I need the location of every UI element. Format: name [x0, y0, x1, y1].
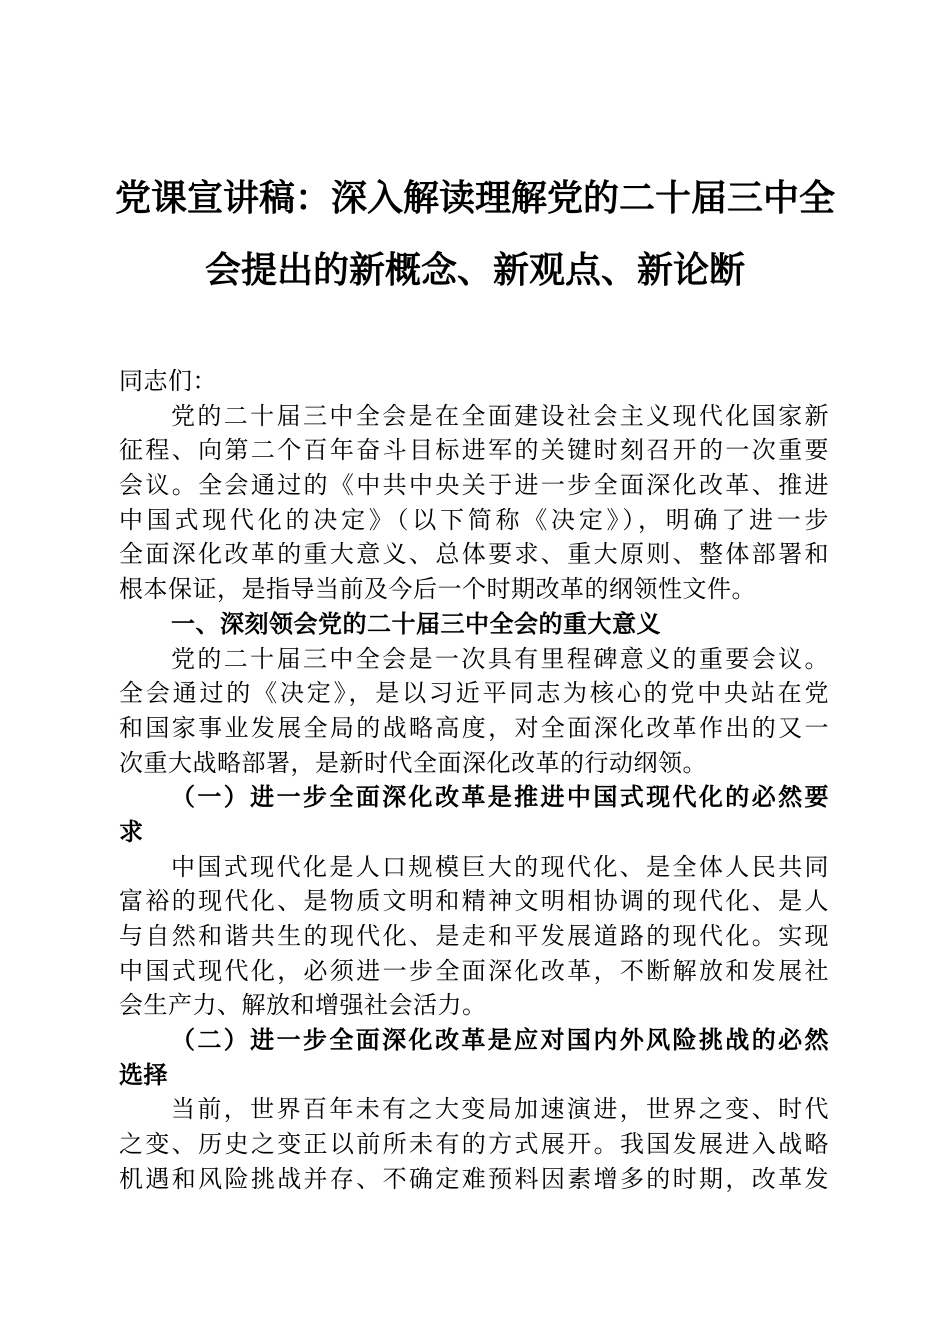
paragraph-line: 会议。全会通过的《中共中央关于进一步全面深化改革、推进 — [119, 471, 829, 500]
paragraph-line: 与自然和谐共生的现代化、是走和平发展道路的现代化。实现 — [119, 922, 829, 950]
title-line: 党课宣讲稿：深入解读理解党的二十届三中全 — [114, 178, 835, 219]
paragraph-line: 全面深化改革的重大意义、总体要求、重大原则、整体部署和 — [119, 540, 829, 569]
paragraph-line: 全会通过的《决定》，是以习近平同志为核心的党中央站在党 — [119, 679, 829, 708]
subsection-heading: （二）进一步全面深化改革是应对国内外风险挑战的必然 — [171, 1025, 829, 1055]
paragraph-line: 会生产力、解放和增强社会活力。 — [119, 991, 487, 1020]
paragraph-line: 之变、历史之变正以前所未有的方式展开。我国发展进入战略 — [119, 1130, 829, 1159]
subsection-heading: 选择 — [119, 1059, 168, 1089]
title-line: 会提出的新概念、新观点、新论断 — [204, 250, 745, 291]
paragraph-line: 当前，世界百年未有之大变局加速演进，世界之变、时代 — [171, 1095, 829, 1124]
paragraph-line: 中国式现代化，必须进一步全面深化改革，不断解放和发展社 — [119, 956, 829, 985]
paragraph-line: 中国式现代化是人口规模巨大的现代化、是全体人民共同 — [171, 852, 829, 881]
subsection-heading: 求 — [119, 816, 144, 846]
paragraph-line: 富裕的现代化、是物质文明和精神文明相协调的现代化、是人 — [119, 887, 829, 916]
document-title — [100, 163, 850, 307]
paragraph-line: 党的二十届三中全会是在全面建设社会主义现代化国家新 — [171, 401, 829, 430]
subsection-heading: （一）进一步全面深化改革是推进中国式现代化的必然要 — [171, 782, 829, 812]
document-body — [119, 364, 829, 1197]
paragraph-line: 和国家事业发展全局的战略高度，对全面深化改革作出的又一 — [119, 713, 829, 742]
paragraph-line: 次重大战略部署，是新时代全面深化改革的行动纲领。 — [119, 748, 707, 777]
paragraph-line: 党的二十届三中全会是一次具有里程碑意义的重要会议。 — [171, 644, 829, 673]
paragraph-line: 机遇和风险挑战并存、不确定难预料因素增多的时期，改革发 — [119, 1164, 829, 1193]
paragraph-line: 中国式现代化的决定》（以下简称《决定》），明确了进一步 — [119, 505, 829, 534]
paragraph-line: 征程、向第二个百年奋斗目标进军的关键时刻召开的一次重要 — [119, 436, 829, 465]
salutation: 同志们： — [119, 367, 217, 395]
paragraph-line: 根本保证，是指导当前及今后一个时期改革的纲领性文件。 — [119, 575, 756, 604]
section-heading: 一、深刻领会党的二十届三中全会的重大意义 — [171, 609, 661, 638]
